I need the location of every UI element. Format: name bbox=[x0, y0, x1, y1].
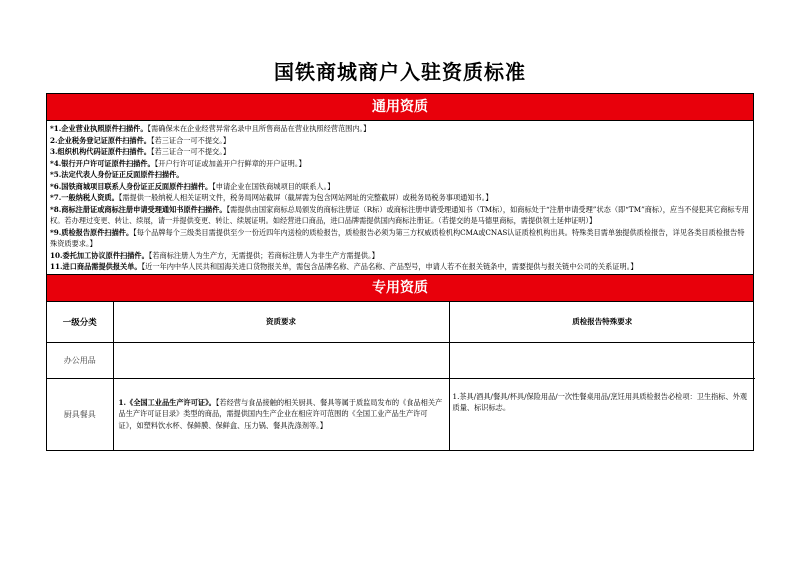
general-item-note: 【需提供由国家商标总局颁发的商标注册证（R标）或商标注册申请受理通知书（TM标），如商标处于“注册申请受理”状态（即“TM”商标），应当不侵犯其它商标专用权。若办理过变更、转让、续展，请一并提供变更、转让、续展证明。如经营进口商品，进口品牌需提供国内商标注册证。（若提交的是马德里商标，需提供领土延伸证明）】 bbox=[50, 204, 749, 225]
special-qualification-header: 专用资质 bbox=[47, 275, 753, 302]
general-item-note: 【需确保未在企业经营异常名录中且所售商品在营业执照经营范围内。】 bbox=[147, 124, 371, 133]
special-qualification-table bbox=[47, 302, 755, 450]
general-item bbox=[50, 204, 750, 227]
general-item-note: 【若三证合一可不提交。】 bbox=[150, 147, 231, 156]
general-item-label: *1.企业营业执照原件扫描件。 bbox=[50, 124, 148, 133]
general-item bbox=[50, 158, 750, 170]
general-item-label: *5.法定代表人身份证正反面原件扫描件。 bbox=[50, 170, 184, 179]
general-item-label: 10.委托加工协议原件扫描件。 bbox=[50, 250, 149, 260]
requirement-cell bbox=[113, 378, 449, 450]
general-item-label: *7.一般纳税人资质。 bbox=[50, 193, 119, 202]
quality-report-cell: 1.茶具/酒具/餐具/杯具/保险用品/一次性餐桌用品/烹饪用具质检报告必检项：卫生指标、外观质量、标识标志。 bbox=[449, 378, 755, 450]
general-item bbox=[50, 181, 750, 193]
general-qualification-header: 通用资质 bbox=[47, 94, 753, 121]
general-item-label: *8.商标注册证或商标注册申请受理通知书原件扫描件。 bbox=[50, 204, 227, 214]
general-item-note: 【申请企业在国铁商城项目的联系人。】 bbox=[212, 181, 335, 191]
general-item-label: *6.国铁商城项目联系人身份证正反面原件扫描件。 bbox=[50, 181, 213, 191]
general-item bbox=[50, 227, 750, 250]
general-item bbox=[50, 261, 750, 273]
general-item bbox=[50, 135, 750, 147]
requirement-note: 【若经营与食品接触的相关厨具、餐具等属于质监局发布的《食品相关产品生产许可证目录》类型的商品，需提供国内生产企业在相应许可范围的《全国工业产品生产许可证》，如塑料饮水杯、保鲜膜、保鲜盒、压力锅、餐具洗涤剂等。】 bbox=[118, 397, 443, 430]
general-item-note: 【开户行许可证或加盖开户行鲜章的开户证明。】 bbox=[154, 158, 306, 168]
general-item-note: 【近一年内中华人民共和国海关进口货物报关单，需包含品牌名称、产品名称、产品型号，申请人若不在报关链条中，需要提供与报关链中公司的关系证明。】 bbox=[141, 262, 638, 271]
general-item bbox=[50, 169, 750, 181]
column-header-requirements: 资质要求 bbox=[113, 302, 449, 343]
general-qualification-list bbox=[47, 121, 753, 275]
general-item bbox=[50, 146, 750, 158]
table-row bbox=[47, 342, 755, 378]
requirement-cell bbox=[113, 342, 449, 378]
category-cell: 办公用品 bbox=[47, 342, 113, 378]
general-item bbox=[50, 192, 750, 204]
general-item bbox=[50, 250, 750, 262]
page-title: 国铁商城商户入驻资质标准 bbox=[274, 60, 526, 84]
general-item-label: *9.质检报告原件扫描件。 bbox=[50, 227, 134, 237]
general-item-note: 【需提供一般纳税人相关证明文件，税务局网站截屏（截屏需为包含网站网址的完整截屏）或税务局税务事项通知书。】 bbox=[118, 193, 493, 202]
column-header-quality-report: 质检报告特殊要求 bbox=[449, 302, 755, 343]
requirement-label: 1.《全国工业品生产许可证》。 bbox=[118, 397, 216, 407]
category-cell: 厨具餐具 bbox=[47, 378, 113, 450]
general-item-note: 【若商标注册人为生产方，无需提供；若商标注册人为非生产方需提供。】 bbox=[148, 250, 379, 260]
general-item-note: 【每个品牌每个三级类目需提供至少一份近四年内送检的质检报告，质检报告必须为第三方权威质检机构CMA或CNAS认证质检机构出具。特殊类目需单独提供质检报告，详见各类目质检报告特殊资质要求。】 bbox=[50, 227, 745, 248]
general-item-label: *4.银行开户许可证原件扫描件。 bbox=[50, 158, 155, 168]
column-header-category: 一级分类 bbox=[47, 302, 113, 343]
general-item-label: 3.组织机构代码证原件扫描件。 bbox=[50, 147, 151, 156]
table-header-row bbox=[47, 302, 755, 343]
qualification-sheet bbox=[46, 93, 754, 451]
table-row bbox=[47, 378, 755, 450]
general-item bbox=[50, 123, 750, 135]
general-item-label: 2.企业税务登记证原件扫描件。 bbox=[50, 135, 151, 145]
quality-report-cell bbox=[449, 342, 755, 378]
general-item-label: 11.进口商品需提供报关单。 bbox=[50, 262, 142, 271]
general-item-note: 【若三证合一可不提交。】 bbox=[150, 135, 231, 145]
